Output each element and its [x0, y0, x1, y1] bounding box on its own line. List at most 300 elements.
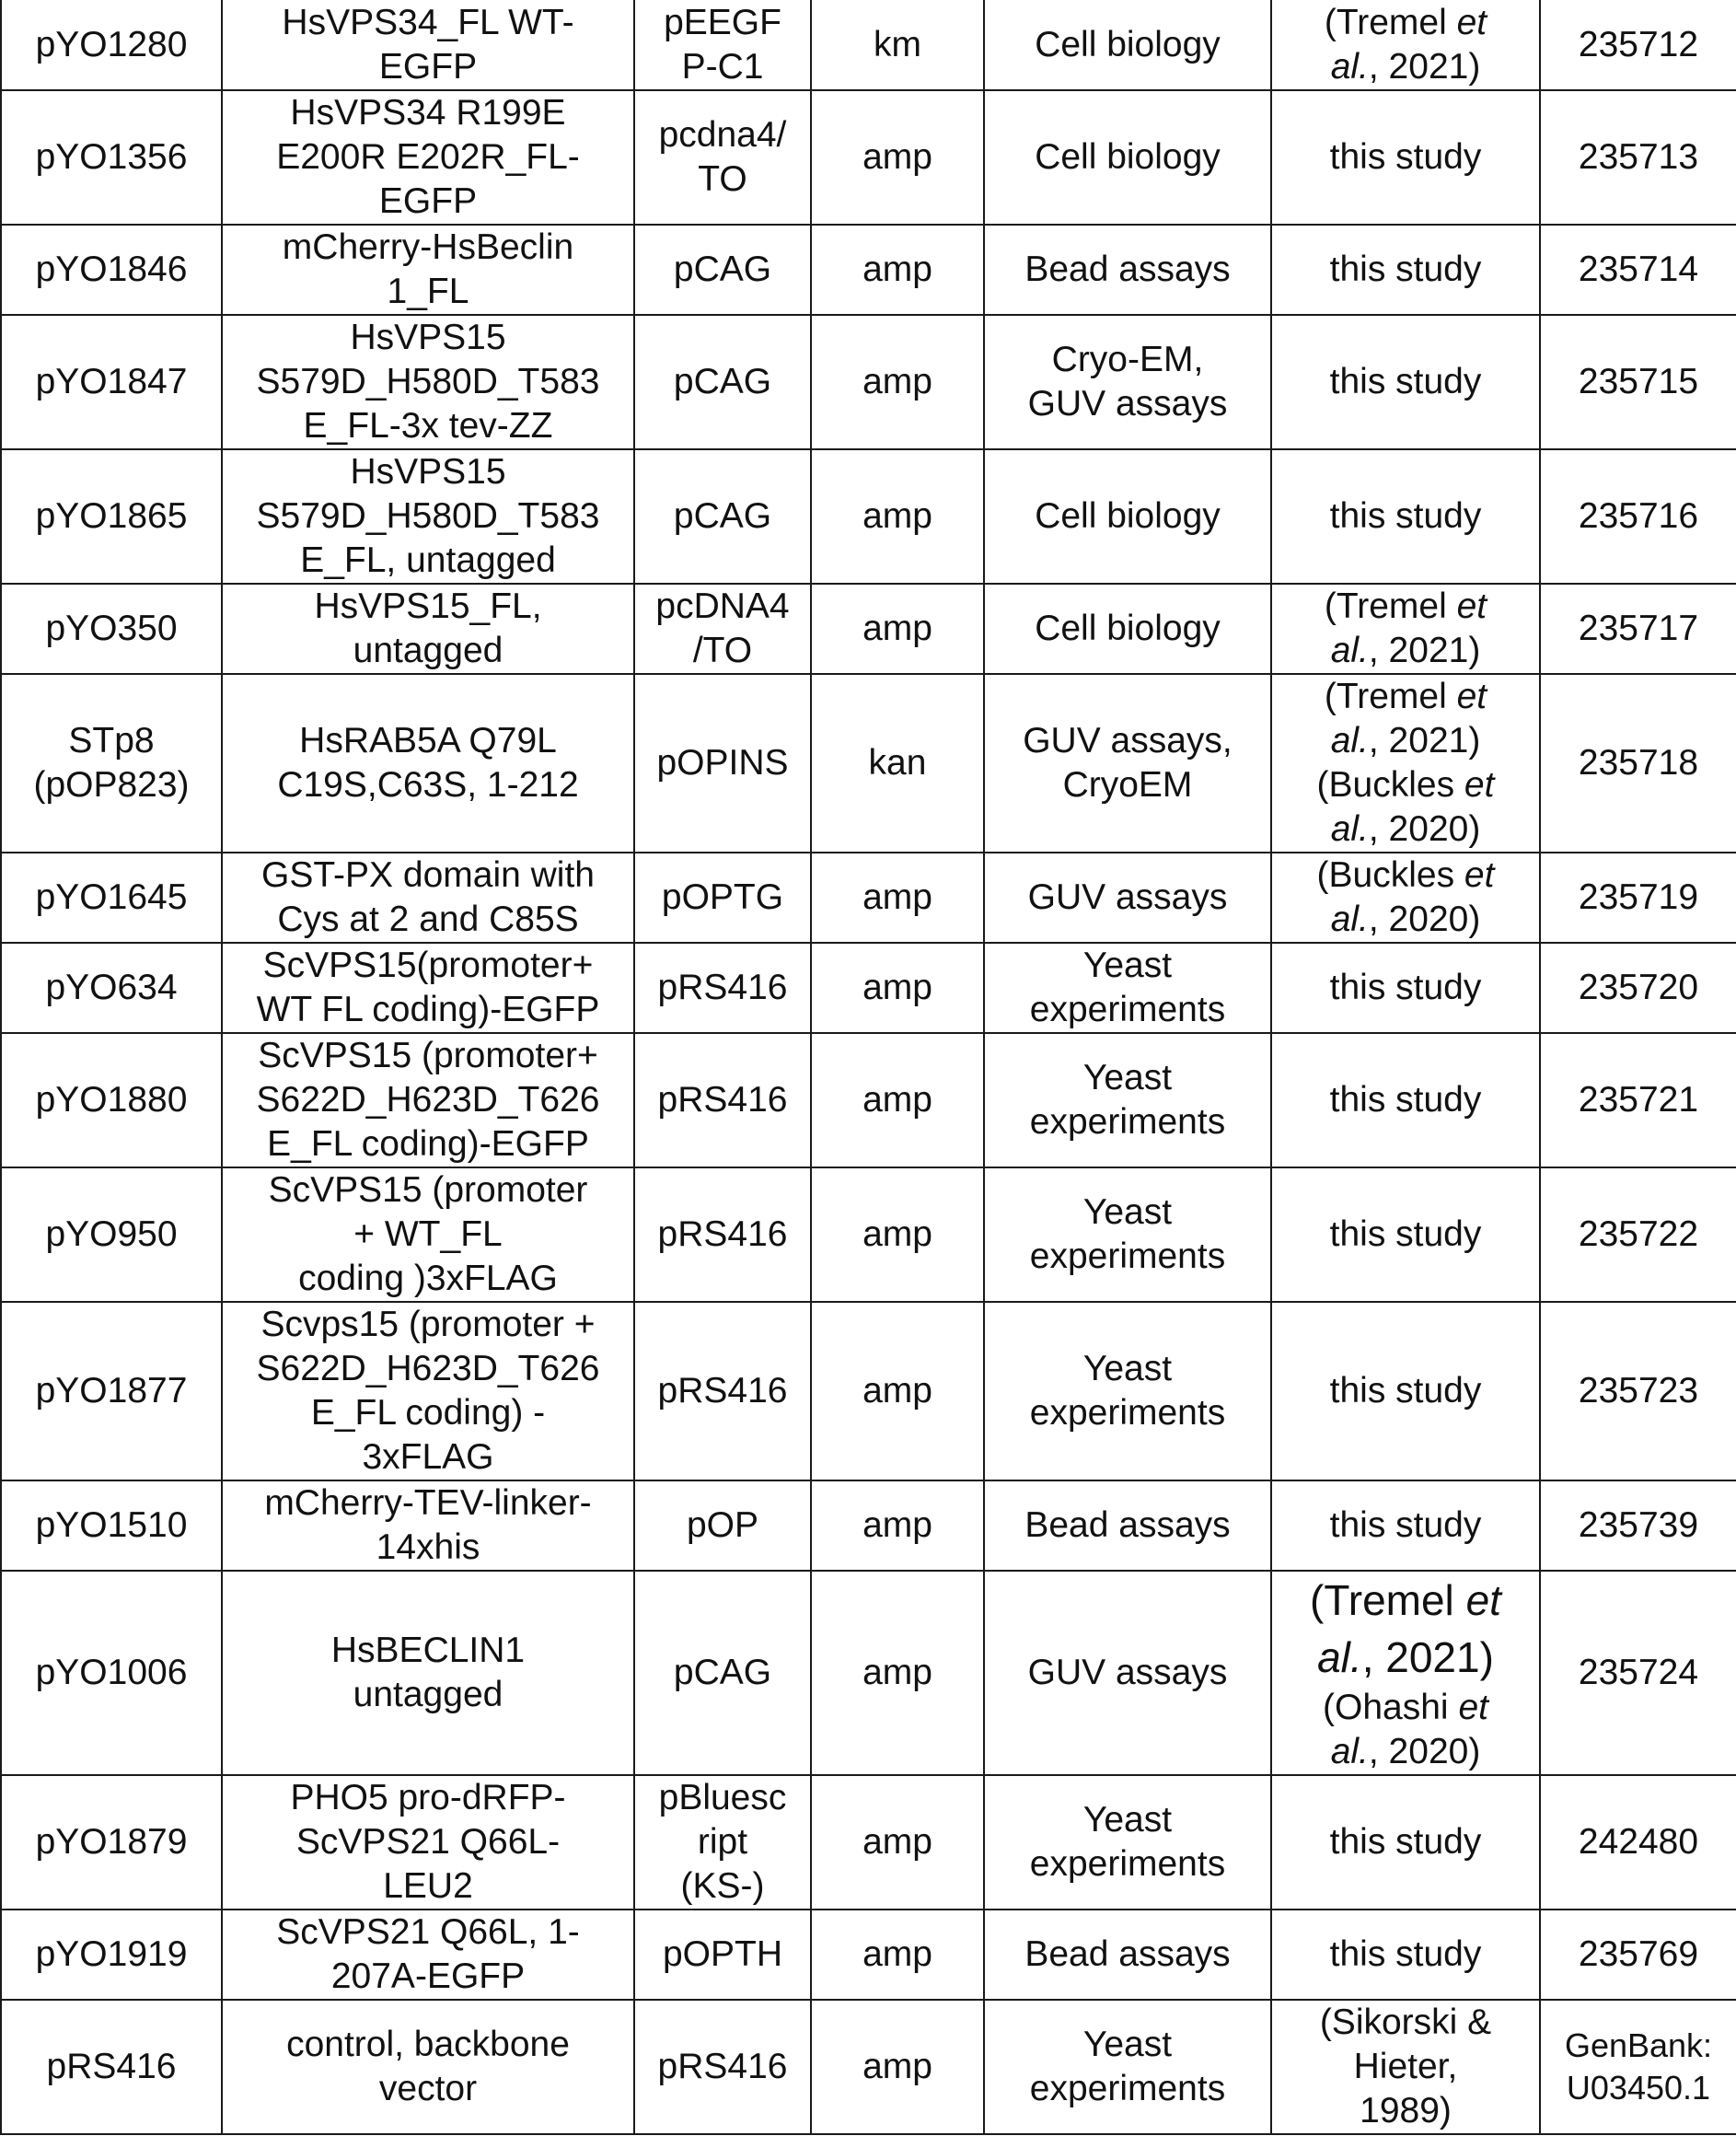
vector-line: P-C1 [681, 46, 764, 87]
reference-italic: al. [1330, 900, 1369, 939]
insert-line: HsBECLIN1 [330, 1631, 526, 1670]
cell-vector [634, 853, 811, 943]
plasmid-line: pYO1879 [35, 1822, 188, 1862]
resistance-line: amp [862, 1214, 932, 1254]
reference-italic: et [1464, 855, 1495, 895]
cell-vector [634, 0, 811, 90]
table-row [1, 1033, 1736, 1167]
insert-line: mCherry-TEV-linker- [264, 1483, 592, 1523]
vector-line: pCAG [673, 496, 772, 536]
use-line: experiments [1029, 2069, 1226, 2108]
cell-use [984, 1033, 1271, 1167]
cell-plasmid [1, 1910, 222, 2000]
vector-line: pEEGF [664, 2, 781, 42]
reference-text: (Buckles [1316, 765, 1464, 805]
cell-resistance [811, 584, 984, 674]
use-line: Cell biology [1035, 496, 1221, 536]
cell-use [984, 315, 1271, 449]
cell-reference [1271, 1167, 1540, 1302]
cell-addgene [1540, 1775, 1736, 1910]
use-line: GUV assays [1027, 1653, 1228, 1692]
vector-line: ript [697, 1822, 748, 1862]
addgene-line: 235719 [1578, 877, 1699, 917]
cell-addgene [1540, 584, 1736, 674]
vector-line: pOPTH [662, 1934, 783, 1974]
cell-plasmid [1, 853, 222, 943]
reference-line [1279, 135, 1532, 180]
table-row [1, 2000, 1736, 2134]
cell-reference [1271, 225, 1540, 315]
insert-line: E200R E202R_FL- [276, 137, 580, 177]
reference-line [1279, 898, 1532, 942]
cell-use [984, 674, 1271, 853]
table-row [1, 674, 1736, 853]
cell-reference [1271, 1775, 1540, 1910]
cell-use [984, 1571, 1271, 1775]
reference-line [1279, 2045, 1532, 2089]
insert-line: HsVPS15 [350, 452, 506, 492]
addgene-line: 235712 [1578, 24, 1699, 64]
reference-line [1279, 1686, 1532, 1730]
insert-line: S579D_H580D_T583 [256, 496, 600, 536]
reference-italic: al. [1330, 46, 1369, 87]
insert-line: ScVPS15 (promoter [268, 1170, 588, 1210]
cell-resistance [811, 2000, 984, 2134]
cell-reference [1271, 1480, 1540, 1571]
table-row [1, 1775, 1736, 1910]
table-row [1, 584, 1736, 674]
reference-text: this study [1329, 1934, 1482, 1974]
reference-text: this study [1329, 1080, 1482, 1120]
reference-text: , 2020) [1368, 1732, 1481, 1771]
vector-line: pOPTG [661, 877, 784, 917]
use-line: CryoEM [1062, 765, 1193, 805]
insert-line: GST-PX domain with [261, 855, 595, 895]
cell-addgene [1540, 1302, 1736, 1480]
vector-line: (KS-) [680, 1866, 765, 1906]
cell-insert [222, 1302, 634, 1480]
cell-insert [222, 315, 634, 449]
reference-line [1279, 1, 1532, 45]
reference-italic: et [1456, 2, 1487, 42]
insert-line: coding )3xFLAG [298, 1259, 558, 1298]
insert-line: S622D_H623D_T626 [256, 1080, 600, 1120]
vector-line: pRS416 [657, 1214, 788, 1254]
cell-vector [634, 674, 811, 853]
vector-line: pRS416 [657, 968, 788, 1007]
cell-vector [634, 1167, 811, 1302]
cell-plasmid [1, 2000, 222, 2134]
cell-addgene [1540, 1480, 1736, 1571]
insert-line: ScVPS15 (promoter+ [258, 1036, 598, 1075]
insert-line: PHO5 pro-dRFP- [290, 1778, 566, 1817]
cell-plasmid [1, 449, 222, 584]
table-row [1, 853, 1736, 943]
insert-line: C19S,C63S, 1-212 [277, 765, 579, 805]
cell-use [984, 1775, 1271, 1910]
table-row [1, 1571, 1736, 1775]
use-line: GUV assays [1027, 384, 1228, 424]
insert-line: ScVPS21 Q66L- [295, 1822, 561, 1862]
reference-text: , 2021) [1361, 1633, 1494, 1681]
cell-plasmid [1, 1167, 222, 1302]
cell-plasmid [1, 1775, 222, 1910]
resistance-line: amp [862, 877, 932, 917]
insert-line: LEU2 [383, 1866, 473, 1906]
vector-line: pcDNA4 [655, 586, 790, 626]
cell-resistance [811, 674, 984, 853]
cell-vector [634, 584, 811, 674]
use-line: experiments [1029, 1236, 1226, 1276]
cell-plasmid [1, 1480, 222, 1571]
use-line: GUV assays [1027, 877, 1228, 917]
addgene-line: 235714 [1578, 250, 1699, 289]
plasmid-line: pRS416 [46, 2047, 177, 2086]
reference-text: , 2021) [1368, 46, 1481, 87]
reference-text: (Tremel [1324, 2, 1457, 42]
reference-text: this study [1329, 1822, 1482, 1862]
cell-reference [1271, 1302, 1540, 1480]
insert-line: ScVPS15(promoter+ [262, 946, 594, 985]
cell-use [984, 1480, 1271, 1571]
reference-italic: al. [1330, 1732, 1369, 1771]
addgene-line: 235769 [1578, 1934, 1699, 1974]
addgene-line: U03450.1 [1566, 2069, 1711, 2107]
reference-text: (Sikorski & [1319, 2002, 1492, 2042]
plasmid-line: pYO1877 [35, 1371, 188, 1410]
cell-insert [222, 90, 634, 225]
use-line: Cell biology [1035, 609, 1221, 648]
addgene-line: 235720 [1578, 968, 1699, 1007]
use-line: Cryo-EM, [1051, 340, 1204, 379]
use-line: Yeast [1082, 1058, 1173, 1097]
resistance-line: amp [862, 1822, 932, 1862]
cell-vector [634, 449, 811, 584]
reference-text: this study [1329, 1371, 1482, 1410]
insert-line: 14xhis [376, 1527, 480, 1567]
reference-line [1279, 585, 1532, 629]
cell-addgene [1540, 1033, 1736, 1167]
vector-line: pCAG [673, 362, 772, 401]
cell-reference [1271, 674, 1540, 853]
reference-line [1279, 1629, 1532, 1686]
cell-addgene [1540, 90, 1736, 225]
cell-use [984, 449, 1271, 584]
reference-italic: al. [1330, 809, 1369, 849]
use-line: GUV assays, [1023, 721, 1233, 760]
cell-plasmid [1, 315, 222, 449]
reference-italic: et [1456, 677, 1487, 716]
cell-resistance [811, 1302, 984, 1480]
plasmid-line: pYO634 [45, 968, 178, 1007]
cell-insert [222, 674, 634, 853]
table-body [1, 0, 1736, 2134]
cell-vector [634, 1302, 811, 1480]
reference-text: this study [1329, 137, 1482, 177]
reference-line [1279, 248, 1532, 292]
vector-line: pRS416 [657, 1080, 788, 1120]
use-line: experiments [1029, 1102, 1226, 1142]
cell-resistance [811, 1775, 984, 1910]
reference-italic: et [1465, 1576, 1501, 1624]
cell-vector [634, 2000, 811, 2134]
cell-use [984, 1910, 1271, 2000]
reference-line [1279, 763, 1532, 807]
cell-resistance [811, 853, 984, 943]
reference-text: , 2020) [1368, 809, 1481, 849]
addgene-line: 235721 [1578, 1080, 1699, 1120]
insert-line: E_FL coding)-EGFP [267, 1124, 589, 1164]
use-line: Bead assays [1024, 1505, 1231, 1545]
reference-text: , 2021) [1368, 631, 1481, 670]
cell-vector [634, 1033, 811, 1167]
cell-resistance [811, 315, 984, 449]
cell-vector [634, 1775, 811, 1910]
resistance-line: amp [862, 2047, 932, 2086]
cell-plasmid [1, 1033, 222, 1167]
insert-line: E_FL-3x tev-ZZ [303, 406, 553, 446]
cell-insert [222, 584, 634, 674]
plasmid-line: pYO1880 [35, 1080, 188, 1120]
cell-insert [222, 1033, 634, 1167]
vector-line: pcdna4/ [658, 115, 787, 155]
reference-text: (Buckles [1316, 855, 1464, 895]
vector-line: TO [698, 159, 747, 199]
cell-addgene [1540, 225, 1736, 315]
cell-resistance [811, 0, 984, 90]
cell-resistance [811, 225, 984, 315]
plasmid-line: pYO1865 [35, 496, 188, 536]
insert-line: E_FL, untagged [300, 540, 556, 580]
addgene-line: 235715 [1578, 362, 1699, 401]
reference-line [1279, 1933, 1532, 1977]
reference-text: , 2021) [1368, 721, 1481, 760]
cell-use [984, 853, 1271, 943]
addgene-line: 235718 [1578, 743, 1699, 783]
vector-line: /TO [692, 631, 753, 670]
plasmid-line: STp8 [68, 721, 155, 760]
insert-line: HsRAB5A Q79L [299, 721, 557, 760]
cell-addgene [1540, 1167, 1736, 1302]
addgene-line: 235723 [1578, 1371, 1699, 1410]
plasmid-line: pYO1510 [35, 1505, 188, 1545]
cell-addgene [1540, 1571, 1736, 1775]
cell-use [984, 943, 1271, 1033]
cell-addgene [1540, 315, 1736, 449]
cell-vector [634, 315, 811, 449]
cell-insert [222, 449, 634, 584]
resistance-line: amp [862, 1505, 932, 1545]
reference-line [1279, 1503, 1532, 1548]
reference-line [1279, 853, 1532, 898]
insert-line: S579D_H580D_T583 [256, 362, 600, 401]
vector-line: pCAG [673, 1653, 772, 1692]
table-row [1, 0, 1736, 90]
reference-line [1279, 675, 1532, 719]
reference-italic: al. [1330, 631, 1369, 670]
cell-use [984, 2000, 1271, 2134]
cell-use [984, 1302, 1271, 1480]
resistance-line: amp [862, 1653, 932, 1692]
plasmid-line: pYO1280 [35, 24, 188, 64]
cell-plasmid [1, 90, 222, 225]
cell-insert [222, 1910, 634, 2000]
insert-line: S622D_H623D_T626 [256, 1349, 600, 1388]
cell-vector [634, 225, 811, 315]
plasmid-line: pYO950 [45, 1214, 178, 1254]
insert-line: ScVPS21 Q66L, 1- [276, 1912, 580, 1952]
use-line: experiments [1029, 1844, 1226, 1884]
cell-resistance [811, 90, 984, 225]
addgene-line: 242480 [1578, 1822, 1699, 1862]
cell-use [984, 90, 1271, 225]
reference-line [1279, 719, 1532, 763]
plasmid-line: pYO1919 [35, 1934, 188, 1974]
reference-italic: et [1456, 586, 1487, 626]
vector-line: pOPINS [656, 743, 789, 783]
insert-line: EGFP [378, 181, 478, 221]
addgene-line: 235717 [1578, 609, 1699, 648]
table-row [1, 1302, 1736, 1480]
plasmid-line: pYO1846 [35, 250, 188, 289]
reference-line [1279, 629, 1532, 673]
use-line: experiments [1029, 990, 1226, 1029]
cell-reference [1271, 90, 1540, 225]
reference-italic: et [1458, 1688, 1488, 1727]
insert-line: 1_FL [387, 272, 469, 311]
addgene-line: 235716 [1578, 496, 1699, 536]
use-line: experiments [1029, 1393, 1226, 1433]
insert-line: + WT_FL [353, 1214, 503, 1254]
cell-reference [1271, 2000, 1540, 2134]
use-line: Yeast [1082, 1192, 1173, 1232]
use-line: Yeast [1082, 946, 1173, 985]
cell-resistance [811, 1571, 984, 1775]
cell-resistance [811, 1480, 984, 1571]
vector-line: pBluesc [658, 1778, 787, 1817]
addgene-line: GenBank: [1564, 2026, 1713, 2064]
cell-insert [222, 853, 634, 943]
reference-text: this study [1329, 1505, 1482, 1545]
reference-line [1279, 360, 1532, 404]
reference-text: Hieter, [1353, 2047, 1458, 2086]
resistance-line: amp [862, 1080, 932, 1120]
insert-line: E_FL coding) - [310, 1393, 546, 1433]
cell-plasmid [1, 1302, 222, 1480]
reference-line [1279, 1572, 1532, 1629]
plasmid-line: pYO1356 [35, 137, 188, 177]
cell-vector [634, 90, 811, 225]
cell-addgene [1540, 853, 1736, 943]
cell-vector [634, 1480, 811, 1571]
insert-line: HsVPS34 R199E [290, 93, 566, 133]
insert-line: mCherry-HsBeclin [282, 227, 574, 267]
cell-resistance [811, 943, 984, 1033]
plasmid-line: pYO1006 [35, 1653, 188, 1692]
reference-line [1279, 45, 1532, 89]
insert-line: HsVPS15 [350, 318, 506, 357]
reference-text: this study [1329, 250, 1482, 289]
cell-insert [222, 1167, 634, 1302]
reference-line [1279, 1213, 1532, 1257]
table-row [1, 225, 1736, 315]
cell-plasmid [1, 225, 222, 315]
reference-text: (Ohashi [1323, 1688, 1459, 1727]
plasmid-line: (pOP823) [33, 765, 190, 805]
cell-resistance [811, 1033, 984, 1167]
cell-use [984, 1167, 1271, 1302]
vector-line: pRS416 [657, 1371, 788, 1410]
addgene-line: 235739 [1578, 1505, 1699, 1545]
cell-insert [222, 225, 634, 315]
resistance-line: amp [862, 250, 932, 289]
table-row [1, 449, 1736, 584]
reference-italic: al. [1330, 721, 1369, 760]
insert-line: 207A-EGFP [330, 1956, 526, 1996]
resistance-line: amp [862, 1934, 932, 1974]
cell-addgene [1540, 2000, 1736, 2134]
reference-line [1279, 2001, 1532, 2045]
cell-addgene [1540, 0, 1736, 90]
table-row [1, 1480, 1736, 1571]
plasmid-line: pYO350 [45, 609, 178, 648]
vector-line: pOP [686, 1505, 759, 1545]
reference-text: this study [1329, 1214, 1482, 1254]
cell-plasmid [1, 1571, 222, 1775]
reference-line [1279, 1078, 1532, 1122]
vector-line: pCAG [673, 250, 772, 289]
cell-reference [1271, 943, 1540, 1033]
cell-resistance [811, 1167, 984, 1302]
cell-insert [222, 943, 634, 1033]
cell-reference [1271, 1033, 1540, 1167]
use-line: Yeast [1082, 1800, 1173, 1840]
reference-text: (Tremel [1310, 1576, 1466, 1624]
cell-insert [222, 1571, 634, 1775]
table-row [1, 90, 1736, 225]
reference-text: (Tremel [1324, 677, 1457, 716]
cell-plasmid [1, 674, 222, 853]
insert-line: control, backbone [286, 2025, 570, 2064]
reference-text: 1989) [1360, 2091, 1452, 2130]
vector-line: pRS416 [657, 2047, 788, 2086]
cell-reference [1271, 584, 1540, 674]
cell-plasmid [1, 0, 222, 90]
cell-use [984, 0, 1271, 90]
cell-reference [1271, 1910, 1540, 2000]
resistance-line: amp [862, 968, 932, 1007]
cell-addgene [1540, 674, 1736, 853]
resistance-line: amp [862, 137, 932, 177]
cell-use [984, 584, 1271, 674]
insert-line: Scvps15 (promoter + [260, 1305, 596, 1344]
resistance-line: km [874, 24, 921, 64]
cell-reference [1271, 0, 1540, 90]
use-line: Cell biology [1035, 137, 1221, 177]
cell-reference [1271, 853, 1540, 943]
reference-line [1279, 1730, 1532, 1774]
cell-insert [222, 1480, 634, 1571]
reference-text: this study [1329, 362, 1482, 401]
reference-text: (Tremel [1324, 586, 1457, 626]
use-line: Bead assays [1024, 1934, 1231, 1974]
cell-resistance [811, 1910, 984, 2000]
table-row [1, 315, 1736, 449]
insert-line: HsVPS34_FL WT- [282, 2, 574, 42]
reference-line [1279, 1820, 1532, 1864]
reference-line [1279, 2089, 1532, 2133]
insert-line: untagged [353, 631, 503, 670]
